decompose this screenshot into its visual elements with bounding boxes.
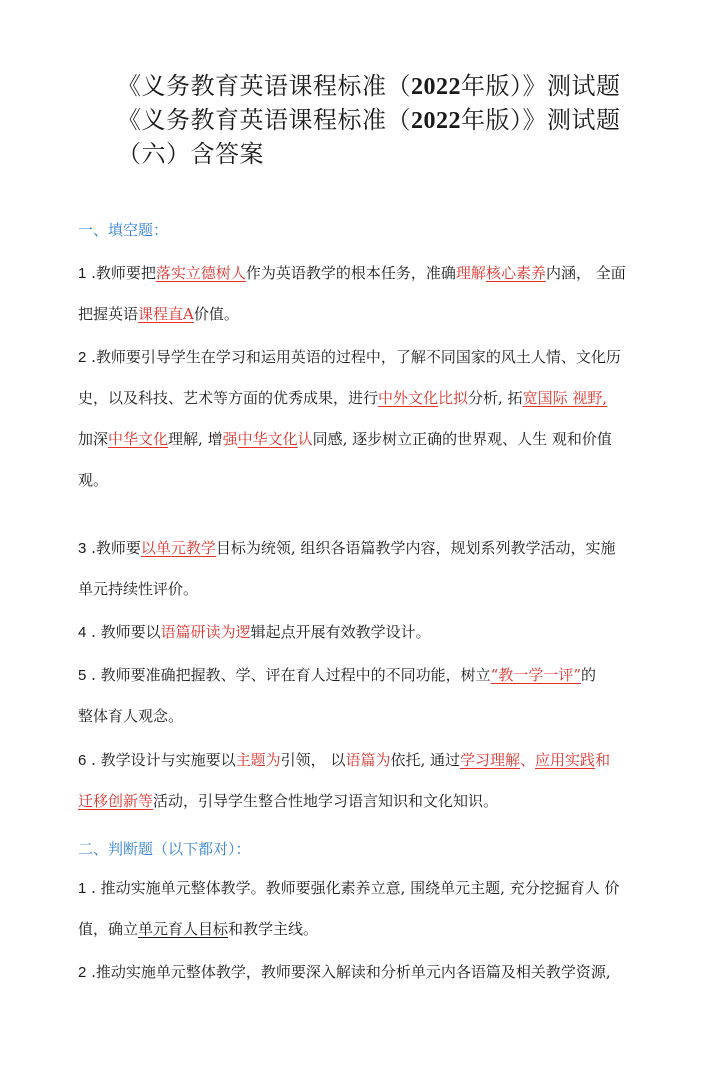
answer-text: 主题为	[235, 751, 281, 769]
answer-text: “教一学一评”	[490, 666, 581, 684]
answer-text: 中外文化	[378, 389, 439, 407]
answer-text: 课程直A	[138, 305, 194, 323]
question-1: 1 .教师要把落实立德树人作为英语教学的根本任务，准确理解核心素养内涵， 全面 把握英语课程直A价值。	[78, 264, 626, 323]
question-4: 4 . 教师要以语篇研读为逻辑起点开展有效教学设计。	[78, 623, 431, 641]
section-heading-fill-in: 一、填空题：	[78, 221, 169, 239]
answer-text: 应用实践	[535, 751, 596, 769]
answer-text: 宽国际 视野,	[522, 389, 608, 407]
underlined-text: 单元育人目标	[138, 920, 229, 938]
title-line-3: （六）含答案	[117, 140, 264, 168]
question-5: 5 . 教师要准确把握教、学、评在育人过程中的不同功能，树立“教一学一评”的 整体育人观念。	[78, 666, 597, 725]
answer-text: 语篇为	[345, 751, 391, 769]
title-line-1: 《义务教育英语课程标准（2022年版）》测试题	[117, 72, 621, 100]
answer-text: 以单元教学	[140, 539, 216, 557]
answer-text: 迁移创新等	[78, 792, 154, 810]
question-2: 2 .教师要引导学生在学习和运用英语的过程中，了解不同国家的风土人情、文化历 史，以及科技、艺术等方面的优秀成果，进行中外文化比拟分析, 拓宽国际 视野, 加深中华文化理解, 增强中华文化认同感, 逐步树立正确的世界观、人生 观和价值 观。	[78, 348, 621, 489]
answer-text: 中华文化	[108, 430, 169, 448]
answer-text: 学习理解	[460, 751, 521, 769]
title-line-2: 《义务教育英语课程标准（2022年版）》测试题	[117, 106, 621, 134]
statement-1: 1 . 推动实施单元整体教学。教师要强化素养立意, 围绕单元主题, 充分挖掘育人 价 值，确立单元育人目标和教学主线。	[78, 879, 620, 938]
statement-2: 2 .推动实施单元整体教学，教师要深入解读和分析单元内各语篇及相关教学资源,	[78, 963, 611, 981]
answer-text: 语篇研读为逻	[160, 623, 251, 641]
answer-text: 落实立德树人	[155, 264, 246, 282]
question-3: 3 .教师要以单元教学目标为统领, 组织各语篇教学内容，规划系列教学活动，实施 单元持续性评价。	[78, 539, 616, 598]
document-title	[117, 70, 637, 171]
section-heading-true-false: 二、判断题（以下都对）：	[78, 840, 251, 858]
answer-text: 核心素养	[485, 264, 546, 282]
question-6: 6 . 教学设计与实施要以主题为引领， 以语篇为依托, 通过学习理解、应用实践和 迁移创新等活动，引导学生整合性地学习语言知识和文化知识。	[78, 751, 611, 810]
answer-text: 中华文化	[237, 430, 298, 448]
